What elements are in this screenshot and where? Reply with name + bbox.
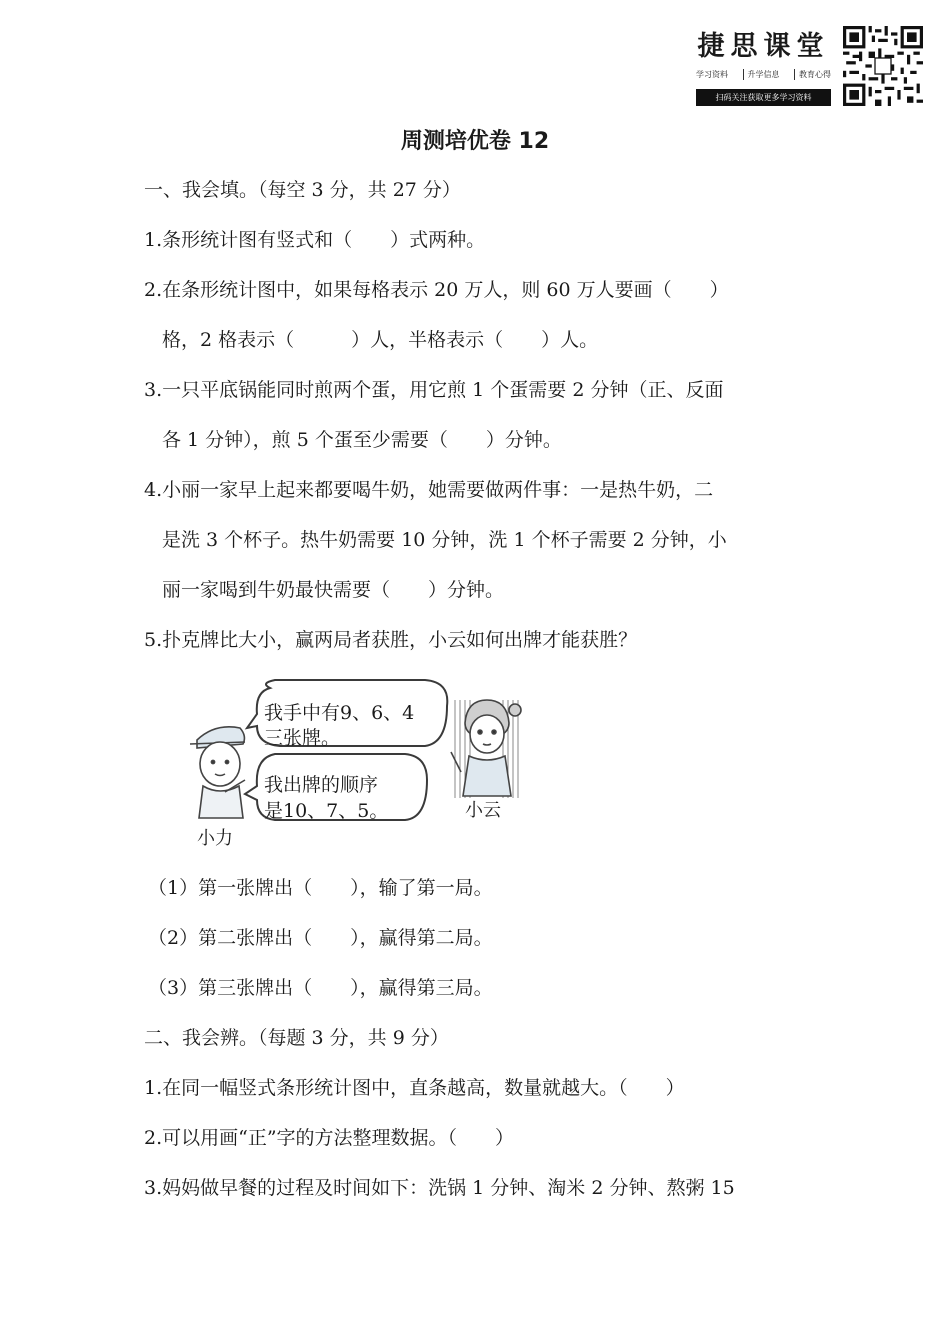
- question-2-line-1: 2.在条形统计图中，如果每格表示 20 万人，则 60 万人要画（ ）: [144, 279, 729, 301]
- section-heading: 一、我会填。（每空 3 分，共 27 分）: [144, 179, 461, 201]
- question-5-part-1: （1）第一张牌出（ ），输了第一局。: [148, 877, 493, 899]
- caption-boy: 小力: [197, 828, 233, 849]
- question-2-line-2: 格，2 格表示（ ）人，半格表示（ ）人。: [162, 329, 599, 351]
- section-heading: 二、我会辨。（每题 3 分，共 9 分）: [144, 1027, 449, 1049]
- question-5: 5.扑克牌比大小，赢两局者获胜，小云如何出牌才能获胜？: [144, 629, 638, 651]
- bubble-1-line-2: 三张牌。: [264, 727, 341, 749]
- bubble-1-line-1: 我手中有9、6、4: [264, 702, 415, 724]
- qr-code-icon: [843, 26, 923, 106]
- question-3-line-1: 3.一只平底锅能同时煎两个蛋，用它煎 1 个蛋需要 2 分钟（正、反面: [144, 379, 724, 401]
- bubble-2-line-2: 是10、7、5。: [264, 800, 389, 822]
- judge-question-3: 3.妈妈做早餐的过程及时间如下：洗锅 1 分钟、淘米 2 分钟、熬粥 15: [144, 1177, 735, 1199]
- page-title: 周测培优卷 12: [400, 129, 550, 154]
- judge-question-2: 2.可以用画“正”字的方法整理数据。（ ）: [144, 1127, 515, 1149]
- question-5-part-2: （2）第二张牌出（ ），赢得第二局。: [148, 927, 493, 949]
- bubble-2-line-1: 我出牌的顺序: [264, 774, 379, 796]
- brand-slogan: 扫码关注获取更多学习资料: [696, 89, 831, 106]
- boy-figure: [190, 727, 245, 818]
- brand-block: [696, 24, 831, 106]
- brand-tag: 升学信息: [743, 69, 780, 80]
- brand-tag: 学习资料: [696, 70, 728, 79]
- question-4-line-1: 4.小丽一家早上起来都要喝牛奶，她需要做两件事：一是热牛奶，二: [144, 479, 714, 501]
- judge-question-1: 1.在同一幅竖式条形统计图中，直条越高，数量就越大。（ ）: [144, 1077, 685, 1099]
- brand-tag: 教育心得: [794, 69, 831, 80]
- question-5-part-3: （3）第三张牌出（ ），赢得第三局。: [148, 977, 493, 999]
- girl-figure: [451, 700, 521, 798]
- question-4-line-3: 丽一家喝到牛奶最快需要（ ）分钟。: [162, 579, 505, 601]
- question-1: 1.条形统计图有竖式和（ ）式两种。: [144, 229, 486, 251]
- brand-tags: [696, 69, 831, 80]
- brand-name: 捷思课堂: [697, 31, 830, 62]
- question-4-line-2: 是洗 3 个杯子。热牛奶需要 10 分钟，洗 1 个杯子需要 2 分钟，小: [162, 529, 727, 551]
- question-3-line-2: 各 1 分钟），煎 5 个蛋至少需要（ ）分钟。: [162, 429, 562, 451]
- illustration: [185, 668, 535, 858]
- caption-girl: 小云: [465, 800, 501, 821]
